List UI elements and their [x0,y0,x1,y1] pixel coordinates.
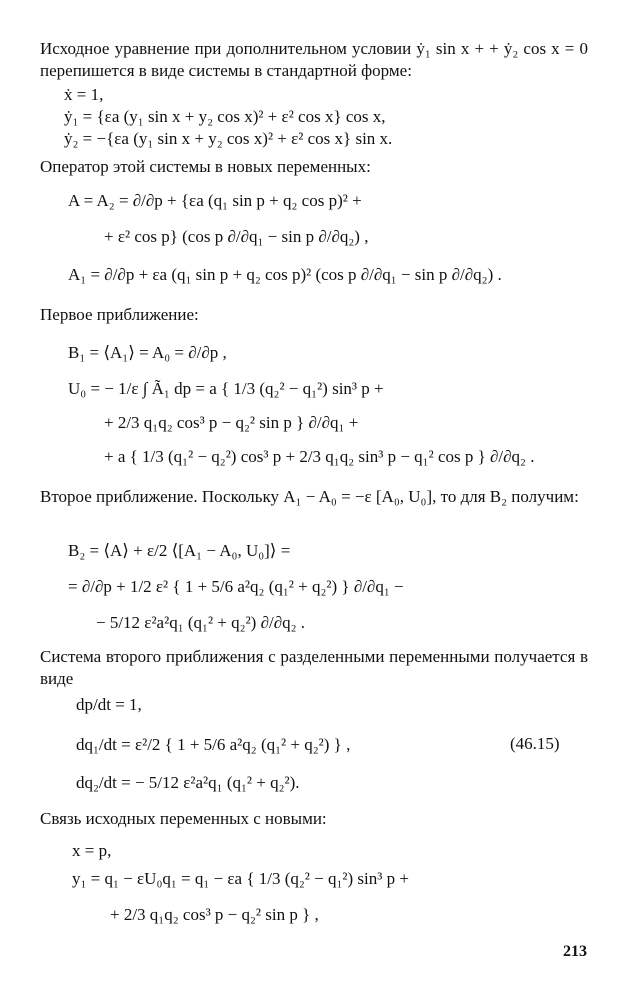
equation-x-p: x = p, [72,841,112,860]
paragraph-first-approx: Первое приближение: [40,305,199,324]
equation-y2-dot: ẏ₂ = −{εa (y₁ sin x + y₂ cos x)² + ε² cos x} sin x. [64,129,393,148]
page-number: 213 [563,943,587,960]
equation-u0-cont1: + 2/3 q₁q₂ cos³ p − q₂² sin p } ∂/∂q₁ + [104,413,359,432]
paragraph-operator: Оператор этой системы в новых переменных: [40,157,371,176]
equation-y1: y₁ = q₁ − εU₀q₁ = q₁ − εa { 1/3 (q₂² − q₁²) sin³ p + [72,869,409,888]
equation-dq1-dt: dq₁/dt = ε²/2 { 1 + 5/6 a²q₂ (q₁² + q₂²) } , [76,735,351,754]
paragraph-relation: Связь исходных переменных с новыми: [40,809,327,828]
equation-u0-cont2: + a { 1/3 (q₁² − q₂²) cos³ p + 2/3 q₁q₂ sin³ p − q₁² cos p } ∂/∂q₂ . [104,447,535,466]
equation-dp-dt: dp/dt = 1, [76,695,142,714]
equation-operator-a-cont: + ε² cos p} (cos p ∂/∂q₁ − sin p ∂/∂q₂) , [104,227,369,246]
equation-b2-cont2: − 5/12 ε²a²q₁ (q₁² + q₂²) ∂/∂q₂ . [96,613,306,632]
equation-b1: B₁ = ⟨A₁⟩ = A₀ = ∂/∂p , [68,343,227,362]
equation-y1-cont: + 2/3 q₁q₂ cos³ p − q₂² sin p } , [110,905,319,924]
equation-b2: B₂ = ⟨A⟩ + ε/2 ⟨[A₁ − A₀, U₀]⟩ = [68,541,291,560]
paragraph-second-system: Система второго приближения с разделенными переменными получается в виде [40,647,588,688]
paragraph-second-approx: Второе приближение. Поскольку A₁ − A₀ = −ε [A₀, U₀], то для B₂ получим: [40,487,579,506]
equation-u0: U₀ = − 1/ε ∫ Ã₁ dp = a { 1/3 (q₂² − q₁²) sin³ p + [68,379,384,398]
equation-dq2-dt: dq₂/dt = − 5/12 ε²a²q₁ (q₁² + q₂²). [76,773,300,792]
paragraph-intro: Исходное уравнение при дополнительном условии ẏ₁ sin x + + ẏ₂ cos x = 0 перепишется в виде системы в стандартной форме: [40,39,588,80]
equation-operator-a: A = A₂ = ∂/∂p + {εa (q₁ sin p + q₂ cos p)² + [68,191,362,210]
equation-number: (46.15) [510,734,560,753]
equation-x-dot: ẋ = 1, [64,85,104,104]
equation-b2-cont1: = ∂/∂p + 1/2 ε² { 1 + 5/6 a²q₂ (q₁² + q₂²) } ∂/∂q₁ − [68,577,404,596]
equation-operator-a1: A₁ = ∂/∂p + εa (q₁ sin p + q₂ cos p)² (cos p ∂/∂q₁ − sin p ∂/∂q₂) . [68,265,502,284]
equation-y1-dot: ẏ₁ = {εa (y₁ sin x + y₂ cos x)² + ε² cos x} cos x, [64,107,386,126]
